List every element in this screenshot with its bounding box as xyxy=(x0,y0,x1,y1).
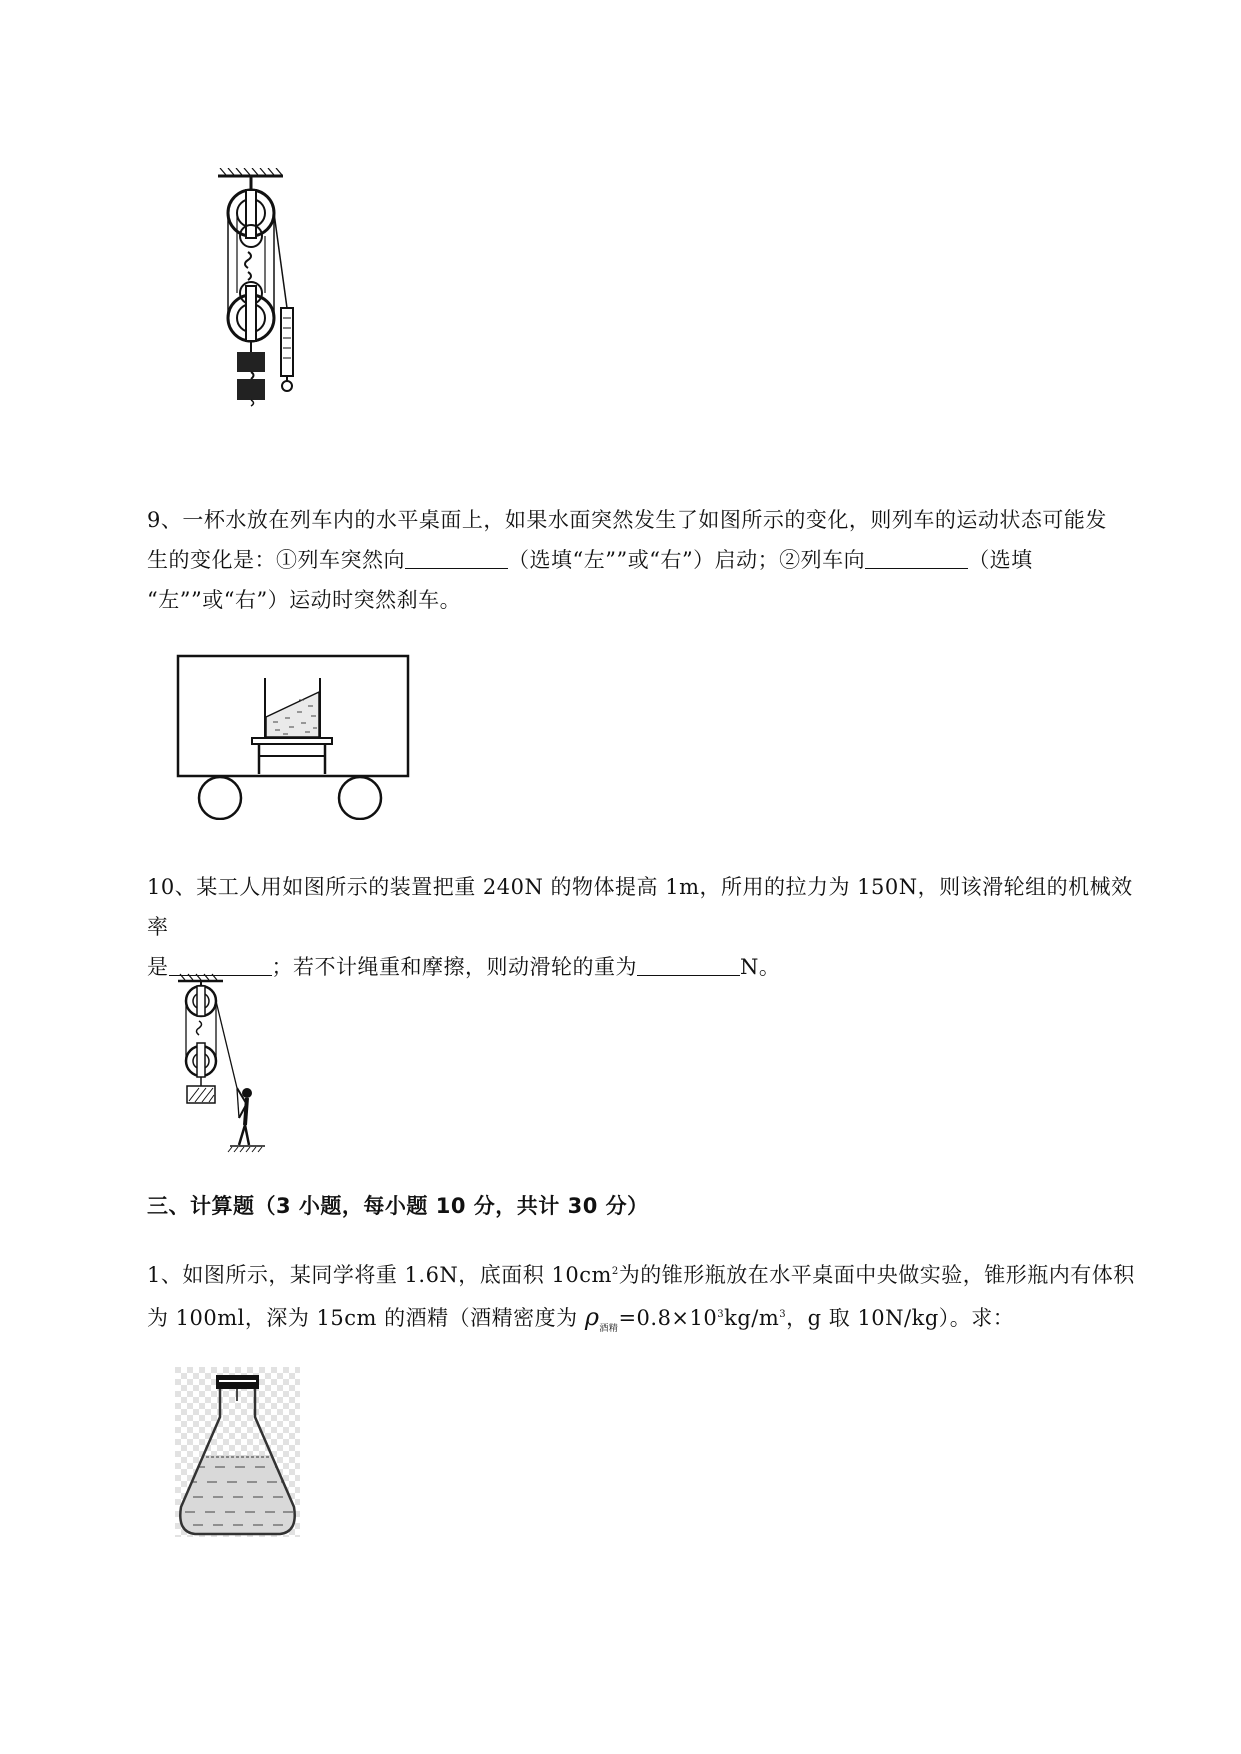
question-9-line-2: 生的变化是：①列车突然向 （选填“左””或“右”）启动；②列车向 （选填 xyxy=(147,540,1147,580)
calc-question-1 xyxy=(147,1252,1147,1349)
train-car-figure xyxy=(175,648,415,820)
question-9-line-1: 9、一杯水放在列车内的水平桌面上，如果水面突然发生了如图所示的变化，则列车的运动状态可能发 xyxy=(147,508,1107,532)
question-10-line-2: 是 ；若不计绳重和摩擦，则动滑轮的重为 N。 xyxy=(147,947,1147,987)
question-10 xyxy=(147,867,1147,987)
answer-blank-brake-direction[interactable] xyxy=(865,544,968,569)
calc-question-1-line-1: 1、如图所示，某同学将重 1.6N，底面积 $10cm^2$为的锥形瓶放在水平桌面中央做实验，锥形瓶内有体积 xyxy=(147,1263,1135,1287)
rho-symbol: ρ xyxy=(584,1303,600,1331)
worker-pulley-figure xyxy=(175,973,285,1153)
pulley-block-figure xyxy=(215,168,315,438)
conical-flask-figure xyxy=(175,1367,300,1537)
calc-question-1-line-2: 为 100ml，深为 15cm 的酒精（酒精密度为 $\rho_{酒精}=0.8\times 10^3kg/m^3$，g 取 10N/kg）。求： xyxy=(147,1303,1015,1334)
question-9 xyxy=(147,500,1147,620)
answer-blank-start-direction[interactable] xyxy=(405,544,508,569)
section-heading: 三、计算题（3 小题，每小题 10 分，共计 30 分） xyxy=(147,1194,649,1218)
question-10-line-1: 10、某工人用如图所示的装置把重 240N 的物体提高 1m，所用的拉力为 150N，则该滑轮组的机械效率 xyxy=(147,875,1133,939)
answer-blank-pulley-weight[interactable] xyxy=(637,951,740,976)
question-9-line-3: “左””或“右”）运动时突然刹车。 xyxy=(147,588,462,612)
